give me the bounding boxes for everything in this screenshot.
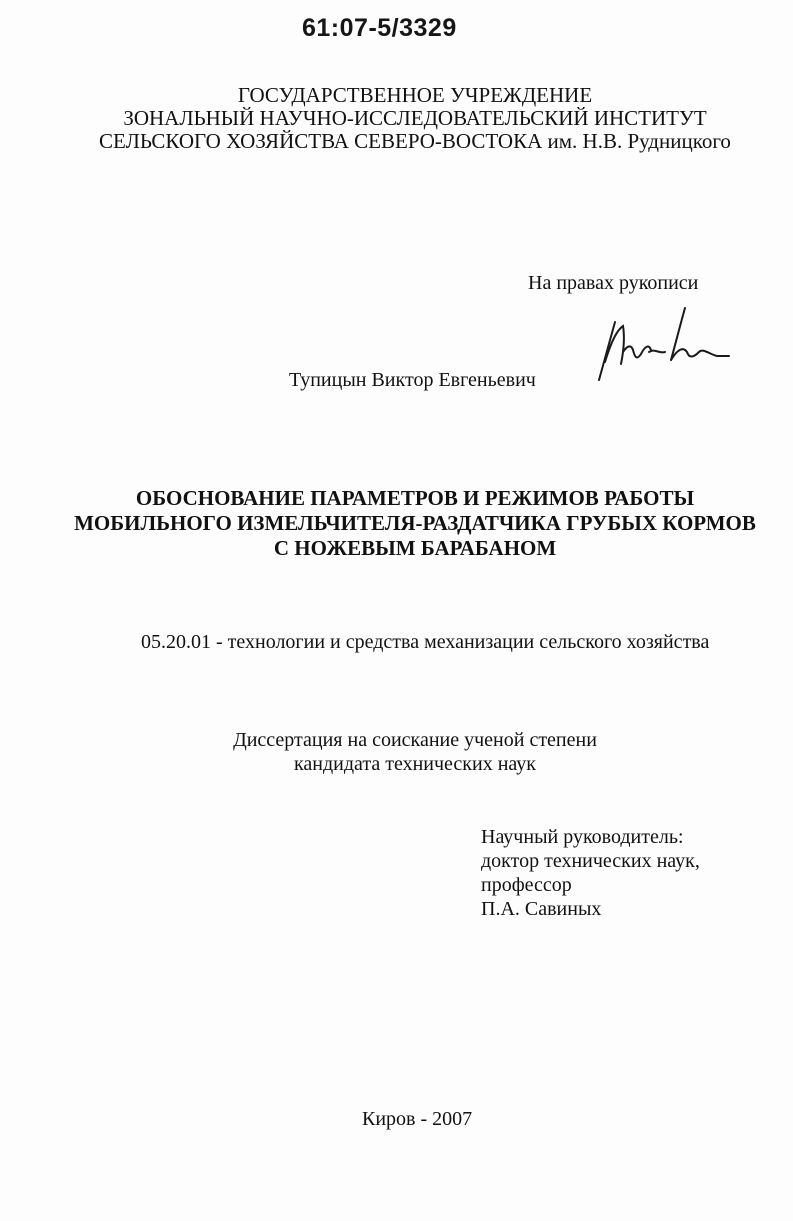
scientific-advisor — [481, 825, 700, 921]
title-line-2: МОБИЛЬНОГО ИЗМЕЛЬЧИТЕЛЯ-РАЗДАТЧИКА ГРУБЫХ КОРМОВ — [74, 511, 756, 535]
advisor-name: П.А. Савиных — [481, 898, 602, 920]
advisor-rank: профессор — [481, 874, 572, 896]
institution-line-3: СЕЛЬСКОГО ХОЗЯЙСТВА СЕВЕРО-ВОСТОКА им. Н.В. Рудницкого — [99, 129, 731, 153]
institution-header — [60, 84, 770, 153]
institution-line-2: ЗОНАЛЬНЫЙ НАУЧНО-ИССЛЕДОВАТЕЛЬСКИЙ ИНСТИТУТ — [123, 106, 707, 130]
degree-line-2: кандидата технических наук — [293, 753, 537, 775]
author-name: Тупицын Виктор Евгеньевич — [289, 369, 536, 391]
title-line-1: ОБОСНОВАНИЕ ПАРАМЕТРОВ И РЕЖИМОВ РАБОТЫ — [135, 486, 695, 510]
title-line-3: С НОЖЕВЫМ БАРАБАНОМ — [273, 536, 557, 560]
manuscript-rights-note: На правах рукописи — [528, 272, 699, 294]
advisor-label: Научный руководитель: — [481, 826, 684, 848]
advisor-degree: доктор технических наук, — [481, 850, 700, 872]
degree-statement — [200, 728, 630, 776]
dissertation-title — [40, 486, 790, 561]
city-year: Киров - 2007 — [362, 1108, 473, 1130]
specialty-code: 05.20.01 - технологии и средства механизации сельского хозяйства — [141, 631, 710, 653]
author-signature — [593, 302, 733, 388]
archive-stamp-number: 61:07-5/3329 — [302, 14, 457, 42]
institution-line-1: ГОСУДАРСТВЕННОЕ УЧРЕЖДЕНИЕ — [237, 83, 593, 107]
degree-line-1: Диссертация на соискание ученой степени — [233, 729, 597, 751]
